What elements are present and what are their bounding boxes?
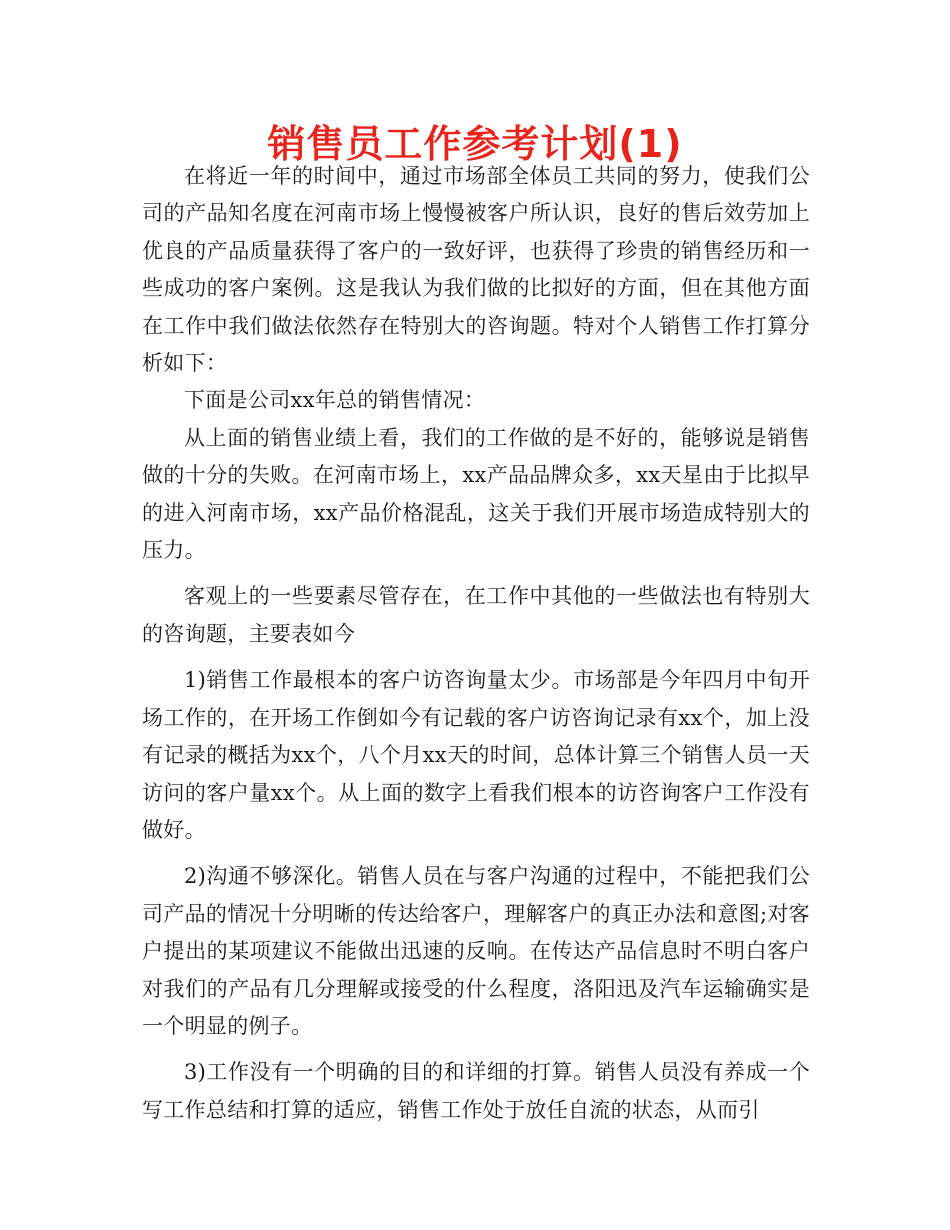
paragraph: 3)工作没有一个明确的目的和详细的打算。销售人员没有养成一个写工作总结和打算的适应，销售工作处于放任自流的状态，从而引 [142, 1060, 810, 1122]
paragraph: 在将近一年的时间中，通过市场部全体员工共同的努力，使我们公司的产品知名度在河南市场上慢慢被客户所认识，良好的售后效劳加上优良的产品质量获得了客户的一致好评，也获得了珍贵的销售经历和一些成功的客户案例。这是我认为我们做的比拟好的方面，但在其他方面在工作中我们做法依然存在特别大的咨询题。特对个人销售工作打算分析如下： [142, 164, 810, 376]
document-body [142, 158, 810, 1129]
document-title: 销售员工作参考计划(1) [267, 122, 683, 166]
paragraph: 2)沟通不够深化。销售人员在与客户沟通的过程中，不能把我们公司产品的情况十分明晰的传达给客户，理解客户的真正办法和意图;对客户提出的某项建议不能做出迅速的反响。在传达产品信息时不明白客户对我们的产品有几分理解或接受的什么程度，洛阳迅及汽车运输确实是一个明显的例子。 [142, 864, 810, 1038]
paragraph: 客观上的一些要素尽管存在，在工作中其他的一些做法也有特别大的咨询题，主要表如今 [142, 584, 810, 646]
paragraph: 从上面的销售业绩上看，我们的工作做的是不好的，能够说是销售做的十分的失败。在河南市场上，xx产品品牌众多，xx天星由于比拟早的进入河南市场，xx产品价格混乱，这关于我们开展市场造成特别大的压力。 [142, 425, 810, 563]
paragraph: 1)销售工作最根本的客户访咨询量太少。市场部是今年四月中旬开场工作的，在开场工作倒如今有记载的客户访咨询记录有xx个，加上没有记录的概括为xx个，八个月xx天的时间，总体计算三个销售人员一天访问的客户量xx个。从上面的数字上看我们根本的访咨询客户工作没有做好。 [142, 668, 810, 842]
paragraph: 下面是公司xx年总的销售情况： [184, 388, 486, 413]
